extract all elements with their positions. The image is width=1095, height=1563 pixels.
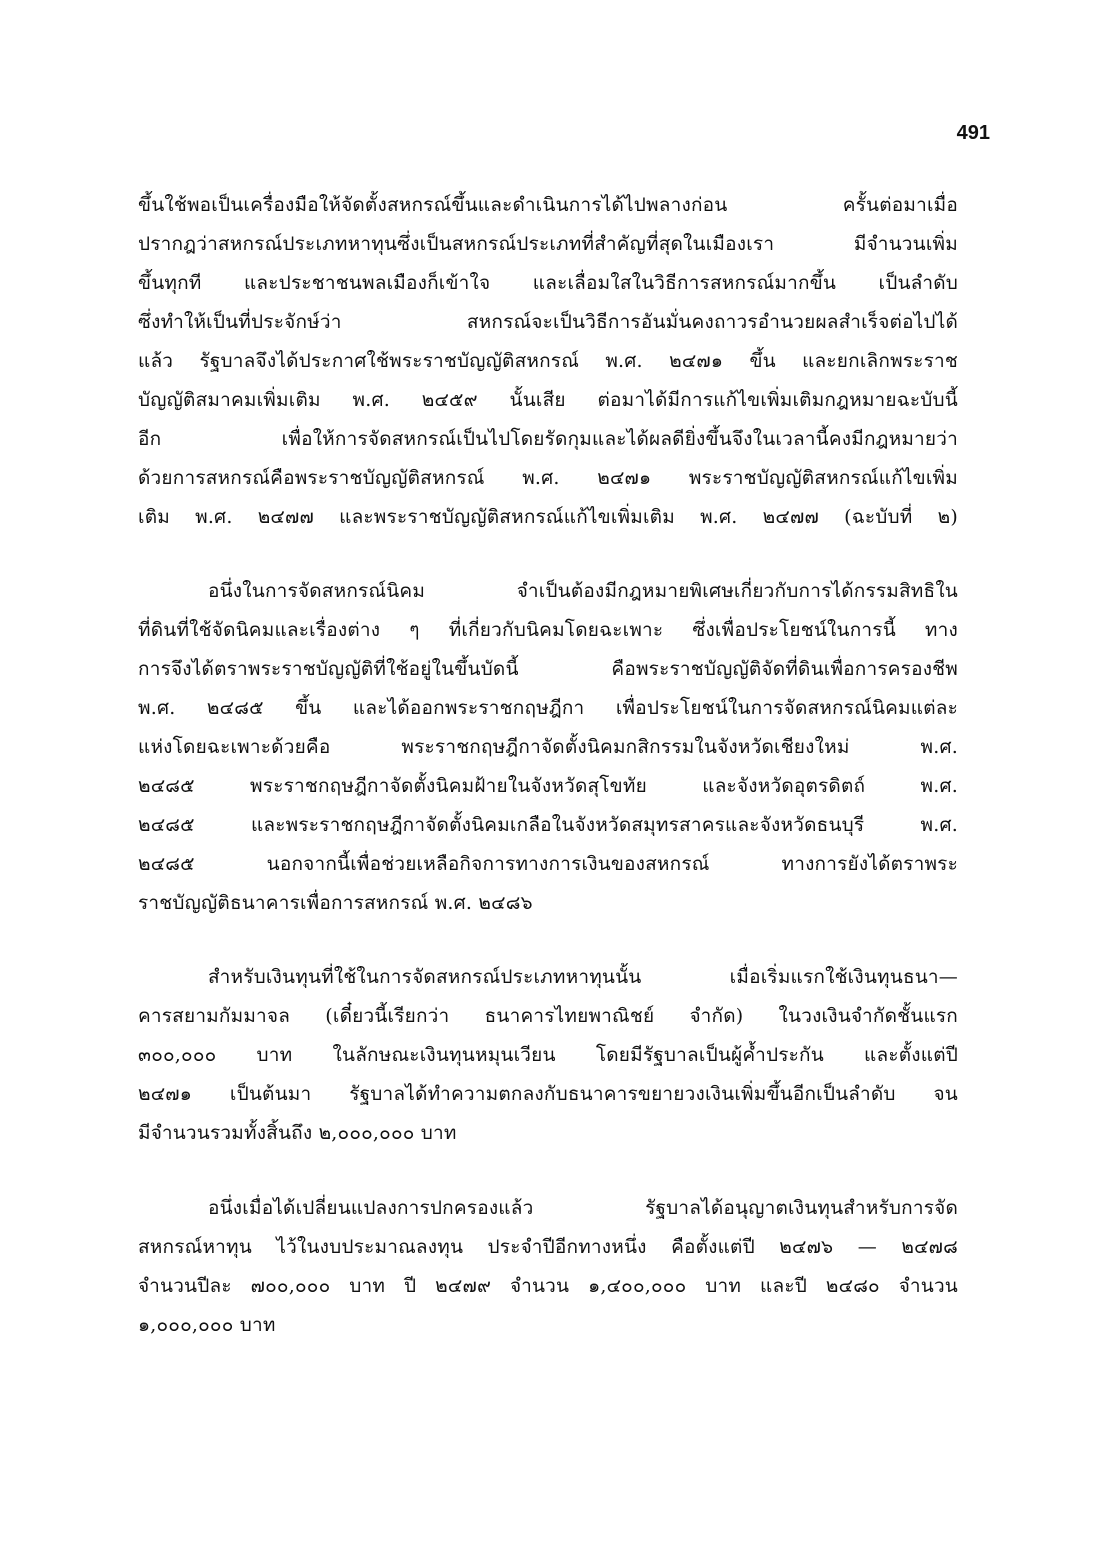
text-line: ๒๔๘๕ พระราชกฤษฎีกาจัดตั้งนิคมฝ้ายในจังหวัดสุโขทัย และจังหวัดอุตรดิตถ์ พ.ศ. bbox=[138, 775, 958, 797]
text-line: อีก เพื่อให้การจัดสหกรณ์เป็นไปโดยรัดกุมและได้ผลดียิ่งขึ้นจึงในเวลานี้คงมีกฎหมายว่า bbox=[138, 428, 958, 450]
body-text bbox=[138, 186, 958, 1345]
paragraph-1 bbox=[138, 186, 958, 537]
text-line: ขึ้นทุกที และประชาชนพลเมืองก็เข้าใจ และเลื่อมใสในวิธีการสหกรณ์มากขึ้น เป็นลำดับ bbox=[138, 272, 958, 294]
text-line: ๒๔๘๕ และพระราชกฤษฎีกาจัดตั้งนิคมเกลือในจังหวัดสมุทรสาครและจังหวัดธนบุรี พ.ศ. bbox=[138, 814, 958, 836]
text-line: อนึ่งเมื่อได้เปลี่ยนแปลงการปกครองแล้ว รัฐบาลได้อนุญาตเงินทุนสำหรับการจัด bbox=[208, 1197, 958, 1219]
text-line: คารสยามกัมมาจล (เดี๋ยวนี้เรียกว่า ธนาคารไทยพาณิชย์ จำกัด) ในวงเงินจำกัดชั้นแรก bbox=[138, 1005, 958, 1027]
text-line: ราชบัญญัติธนาคารเพื่อการสหกรณ์ พ.ศ. ๒๔๘๖ bbox=[138, 892, 533, 914]
text-line: พ.ศ. ๒๔๘๕ ขึ้น และได้ออกพระราชกฤษฎีกา เพื่อประโยชน์ในการจัดสหกรณ์นิคมแต่ละ bbox=[138, 697, 958, 719]
text-line: สหกรณ์หาทุน ไว้ในงบประมาณลงทุน ประจำปีอีกทางหนึ่ง คือตั้งแต่ปี ๒๔๗๖ — ๒๔๗๘ bbox=[138, 1236, 958, 1258]
page-number: 491 bbox=[956, 122, 990, 144]
paragraph-gap bbox=[138, 1153, 958, 1189]
text-line: ปรากฎว่าสหกรณ์ประเภทหาทุนซึ่งเป็นสหกรณ์ประเภทที่สำคัญที่สุดในเมืองเรา มีจำนวนเพิ่ม bbox=[138, 233, 958, 255]
paragraph-gap bbox=[138, 537, 958, 572]
paragraph-3 bbox=[138, 958, 958, 1153]
text-line: ซึ่งทำให้เป็นที่ประจักษ์ว่า สหกรณ์จะเป็นวิธีการอันมั่นคงถาวรอำนวยผลสำเร็จต่อไปได้ bbox=[138, 311, 958, 333]
text-line: ด้วยการสหกรณ์คือพระราชบัญญัติสหกรณ์ พ.ศ. ๒๔๗๑ พระราชบัญญัติสหกรณ์แก้ไขเพิ่ม bbox=[138, 467, 958, 489]
paragraph-4 bbox=[138, 1189, 958, 1345]
text-line: สำหรับเงินทุนที่ใช้ในการจัดสหกรณ์ประเภทหาทุนนั้น เมื่อเริ่มแรกใช้เงินทุนธนา— bbox=[208, 966, 958, 988]
text-line: ๒๔๗๑ เป็นต้นมา รัฐบาลได้ทำความตกลงกับธนาคารขยายวงเงินเพิ่มขึ้นอีกเป็นลำดับ จน bbox=[138, 1083, 958, 1105]
text-line: เติม พ.ศ. ๒๔๗๗ และพระราชบัญญัติสหกรณ์แก้ไขเพิ่มเติม พ.ศ. ๒๔๗๗ (ฉะบับที่ ๒) bbox=[138, 506, 958, 528]
text-line: บัญญัติสมาคมเพิ่มเติม พ.ศ. ๒๔๕๙ นั้นเสีย ต่อมาได้มีการแก้ไขเพิ่มเติมกฎหมายฉะบับนี้ bbox=[138, 389, 958, 411]
text-line: แห่งโดยฉะเพาะด้วยคือ พระราชกฤษฎีกาจัดตั้งนิคมกสิกรรมในจังหวัดเชียงใหม่ พ.ศ. bbox=[138, 736, 958, 758]
paragraph-2 bbox=[138, 572, 958, 923]
text-line: ขึ้นใช้พอเป็นเครื่องมือให้จัดตั้งสหกรณ์ขึ้นและดำเนินการได้ไปพลางก่อน ครั้นต่อมาเมื่อ bbox=[138, 194, 958, 216]
text-line: ๒๔๘๕ นอกจากนี้เพื่อช่วยเหลือกิจการทางการเงินของสหกรณ์ ทางการยังได้ตราพระ bbox=[138, 853, 958, 875]
text-line: ที่ดินที่ใช้จัดนิคมและเรื่องต่าง ๆ ที่เกี่ยวกับนิคมโดยฉะเพาะ ซึ่งเพื่อประโยชน์ในการนี้ ทาง bbox=[138, 619, 958, 641]
text-line: การจึงได้ตราพระราชบัญญัติที่ใช้อยู่ในขึ้นบัดนี้ คือพระราชบัญญัติจัดที่ดินเพื่อการครองชีพ bbox=[138, 658, 958, 680]
paragraph-gap bbox=[138, 923, 958, 958]
text-line: ๓๐๐,๐๐๐ บาท ในลักษณะเงินทุนหมุนเวียน โดยมีรัฐบาลเป็นผู้ค้ำประกัน และตั้งแต่ปี bbox=[138, 1044, 958, 1066]
text-line: ๑,๐๐๐,๐๐๐ บาท bbox=[138, 1314, 276, 1336]
text-line: จำนวนปีละ ๗๐๐,๐๐๐ บาท ปี ๒๔๗๙ จำนวน ๑,๔๐๐,๐๐๐ บาท และปี ๒๔๘๐ จำนวน bbox=[138, 1275, 958, 1297]
text-line: อนึ่งในการจัดสหกรณ์นิคม จำเป็นต้องมีกฎหมายพิเศษเกี่ยวกับการได้กรรมสิทธิใน bbox=[208, 580, 958, 602]
text-line: แล้ว รัฐบาลจึงได้ประกาศใช้พระราชบัญญัติสหกรณ์ พ.ศ. ๒๔๗๑ ขึ้น และยกเลิกพระราช bbox=[138, 350, 958, 372]
text-line: มีจำนวนรวมทั้งสิ้นถึง ๒,๐๐๐,๐๐๐ บาท bbox=[138, 1122, 457, 1144]
